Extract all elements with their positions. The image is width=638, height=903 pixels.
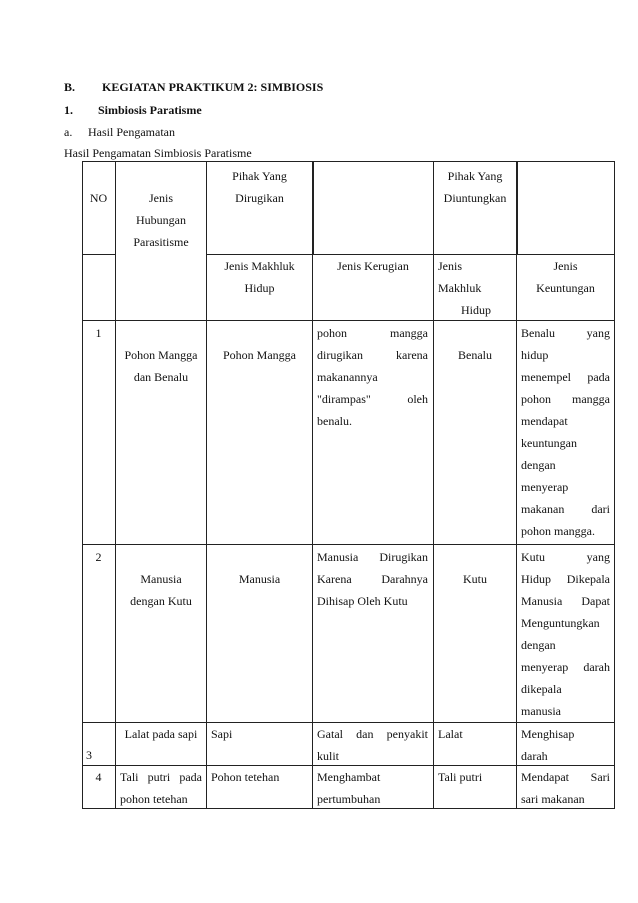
- subsection-number: 1.: [64, 103, 73, 117]
- header-line: Jenis: [553, 259, 578, 273]
- word: putri: [147, 770, 171, 784]
- cell-line: [521, 322, 610, 344]
- header-line: Dirugikan: [235, 191, 284, 205]
- section-title: KEGIATAN PRAKTIKUM 2: SIMBIOSIS: [102, 80, 324, 94]
- cell-line: pohon tetehan: [120, 792, 188, 806]
- word: pada: [179, 770, 202, 784]
- cell-line: darah: [521, 749, 548, 763]
- cell-line: dikepala: [521, 682, 562, 696]
- row4-no: 4: [95, 770, 102, 784]
- cell-line: [317, 568, 428, 590]
- word: Gatal: [317, 727, 343, 741]
- header-jenis-makhluk-hidup: [207, 255, 312, 299]
- header-line: Jenis Makhluk: [224, 259, 295, 273]
- word: dan: [356, 727, 374, 741]
- cell-line: pertumbuhan: [317, 792, 381, 806]
- cell-line: [521, 656, 610, 678]
- header-line: Jenis: [149, 191, 173, 205]
- word: oleh: [407, 392, 428, 406]
- row4-kerugian: [317, 766, 428, 810]
- cell-line: benalu.: [317, 414, 352, 428]
- table-border: [82, 320, 615, 321]
- row4-diuntungkan: Tali putri: [438, 770, 483, 784]
- row4-hubungan: [120, 766, 202, 810]
- word: Mendapat: [521, 770, 569, 784]
- word: Benalu: [521, 326, 555, 340]
- cell-line: hidup: [521, 348, 549, 362]
- header-line: Diuntungkan: [443, 191, 507, 205]
- row3-hubungan: Lalat pada sapi: [124, 727, 198, 741]
- table-border: [82, 161, 615, 162]
- table-border: [433, 161, 434, 809]
- word: yang: [586, 550, 610, 564]
- table-border: [82, 254, 115, 255]
- word: mangga: [572, 392, 610, 406]
- word: Manusia: [317, 550, 359, 564]
- cell-line: pohon mangga.: [521, 524, 595, 538]
- word: Kutu: [521, 550, 545, 564]
- row3-kerugian: [317, 723, 428, 767]
- row2-hubungan: [116, 568, 206, 612]
- cell-line: Manusia: [140, 572, 182, 586]
- cell-line: dengan: [521, 638, 556, 652]
- cell-line: [521, 546, 610, 568]
- row1-kerugian: [317, 322, 428, 432]
- cell-line: [120, 766, 202, 788]
- word: Karena: [317, 572, 352, 586]
- cell-line: Dihisap Oleh Kutu: [317, 594, 408, 608]
- row1-dirugikan: Pohon Mangga: [223, 348, 296, 362]
- header-line: Hubungan: [136, 213, 186, 227]
- word: "dirampas": [317, 392, 371, 406]
- word: Hidup: [521, 572, 551, 586]
- cell-line: [521, 366, 610, 388]
- header-line: Hidup: [461, 303, 491, 317]
- word: Dirugikan: [379, 550, 428, 564]
- header-line: Parasitisme: [133, 235, 189, 249]
- cell-line: Menghambat: [317, 770, 381, 784]
- word: Sari: [590, 770, 610, 784]
- word: menyerap: [521, 660, 569, 674]
- cell-line: [317, 344, 428, 366]
- table-border: [312, 161, 314, 254]
- header-no: NO: [89, 191, 108, 205]
- table-border: [82, 544, 615, 545]
- header-jenis-kerugian: Jenis Kerugian: [337, 259, 409, 273]
- cell-line: [521, 590, 610, 612]
- row1-no: 1: [95, 326, 102, 340]
- header-jenis-hubungan: [116, 187, 206, 253]
- cell-line: mendapat: [521, 414, 568, 428]
- word: makanan: [521, 502, 565, 516]
- header-line: Keuntungan: [536, 281, 595, 295]
- cell-line: [317, 546, 428, 568]
- cell-line: menyerap: [521, 480, 569, 494]
- cell-line: Menghisap: [521, 727, 575, 741]
- word: Dapat: [581, 594, 610, 608]
- table-border: [82, 161, 83, 809]
- cell-line: [521, 766, 610, 788]
- cell-line: makanannya: [317, 370, 378, 384]
- word: pohon: [521, 392, 551, 406]
- row1-keuntungan: [521, 322, 610, 542]
- word: menempel: [521, 370, 571, 384]
- row3-dirugikan: Sapi: [211, 727, 233, 741]
- word: penyakit: [386, 727, 428, 741]
- word: pohon: [317, 326, 347, 340]
- word: dirugikan: [317, 348, 363, 362]
- item-heading: [64, 124, 175, 140]
- row3-keuntungan: [521, 723, 610, 767]
- word: Tali: [120, 770, 139, 784]
- table-border: [614, 161, 615, 809]
- row4-dirugikan: Pohon tetehan: [211, 770, 280, 784]
- row2-no: 2: [95, 550, 102, 564]
- cell-line: kulit: [317, 749, 340, 763]
- row1-hubungan: [116, 344, 206, 388]
- word: karena: [396, 348, 428, 362]
- cell-line: dan Benalu: [133, 370, 189, 384]
- item-title: Hasil Pengamatan: [88, 125, 175, 139]
- word: Darahnya: [381, 572, 428, 586]
- cell-line: sari makanan: [521, 792, 585, 806]
- cell-line: keuntungan: [521, 436, 577, 450]
- subsection-title: Simbiosis Paratisme: [98, 103, 202, 117]
- cell-line: [317, 322, 428, 344]
- table-caption: Hasil Pengamatan Simbiosis Paratisme: [64, 146, 252, 160]
- word: dari: [591, 502, 610, 516]
- word: darah: [583, 660, 610, 674]
- header-line: Jenis: [438, 259, 462, 273]
- row1-diuntungkan: Benalu: [458, 348, 492, 362]
- results-table: [82, 161, 615, 809]
- cell-line: dengan: [521, 458, 556, 472]
- header-line: Pihak Yang: [447, 169, 503, 183]
- subsection-heading: [64, 102, 202, 118]
- word: Manusia: [521, 594, 563, 608]
- cell-line: manusia: [521, 704, 561, 718]
- row2-kerugian: [317, 546, 428, 612]
- table-border: [516, 161, 518, 254]
- word: Dikepala: [566, 572, 610, 586]
- table-border: [115, 161, 116, 809]
- cell-line: dengan Kutu: [130, 594, 192, 608]
- cell-line: [317, 388, 428, 410]
- section-heading: [64, 79, 323, 95]
- cell-line: Pohon Mangga: [124, 348, 198, 362]
- header-pihak-diuntungkan: [434, 165, 516, 209]
- row2-keuntungan: [521, 546, 610, 722]
- cell-line: Menguntungkan: [521, 616, 600, 630]
- item-number: a.: [64, 125, 73, 139]
- header-jenis-makhluk-hidup-2: [438, 255, 514, 321]
- cell-line: [521, 568, 610, 590]
- header-line: Pihak Yang: [232, 169, 287, 183]
- word: pada: [587, 370, 610, 384]
- header-pihak-dirugikan: [207, 165, 312, 209]
- cell-line: [521, 388, 610, 410]
- header-line: Hidup: [244, 281, 275, 295]
- row3-no: 3: [86, 748, 92, 762]
- word: mangga: [390, 326, 428, 340]
- word: yang: [586, 326, 610, 340]
- row4-keuntungan: [521, 766, 610, 810]
- section-number: B.: [64, 80, 76, 94]
- row2-dirugikan: Manusia: [238, 572, 281, 586]
- cell-line: [521, 498, 610, 520]
- header-jenis-keuntungan: [517, 255, 614, 299]
- header-line: Makhluk: [438, 281, 482, 295]
- row2-diuntungkan: Kutu: [463, 572, 487, 586]
- row3-diuntungkan: Lalat: [438, 727, 463, 741]
- cell-line: [317, 723, 428, 745]
